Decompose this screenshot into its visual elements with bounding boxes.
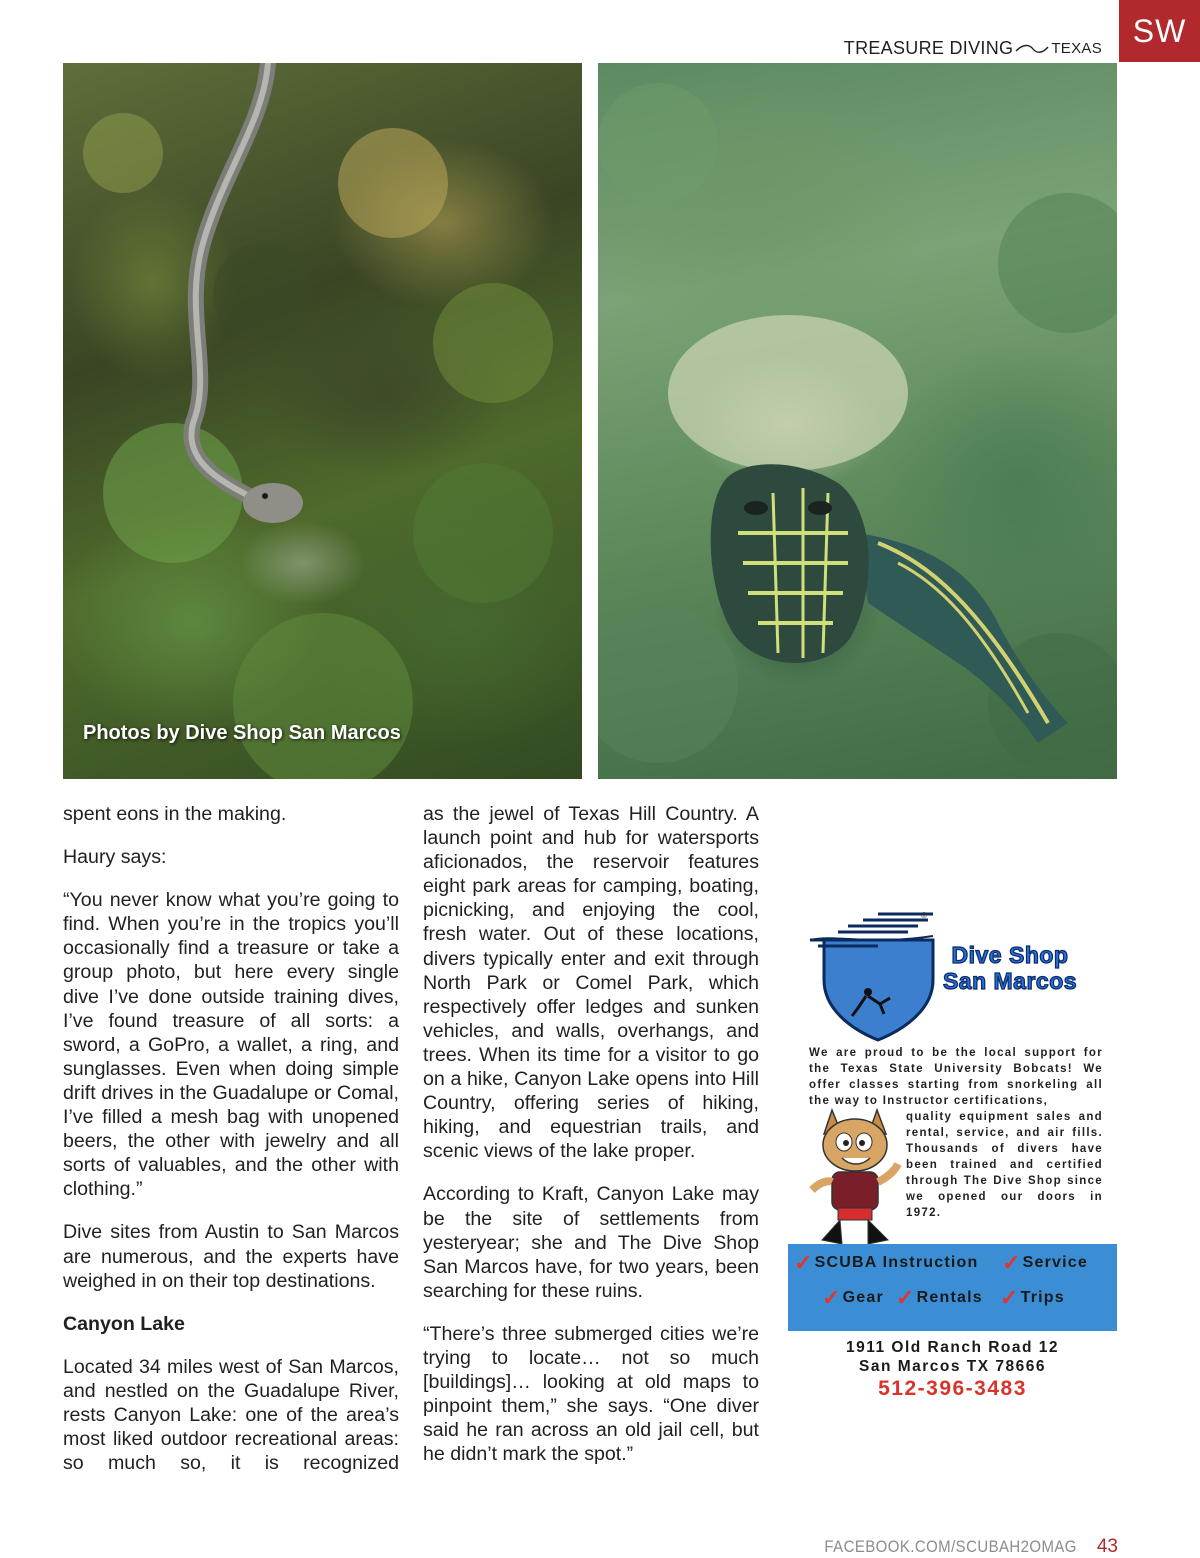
ad-brand-line: Dive Shop bbox=[951, 942, 1069, 968]
services-banner bbox=[788, 1244, 1117, 1331]
service-label: SCUBA Instruction bbox=[814, 1254, 979, 1271]
dive-shop-ad bbox=[788, 905, 1117, 1405]
checkmark-icon: ✓ bbox=[896, 1285, 916, 1310]
service-item bbox=[822, 1287, 884, 1309]
eel-illustration bbox=[63, 63, 582, 779]
running-head-region: TEXAS bbox=[1051, 40, 1102, 57]
turtle-photo bbox=[598, 63, 1117, 779]
section-tab bbox=[1119, 0, 1200, 62]
footer-url: FACEBOOK.COM/SCUBAH2OMAG bbox=[824, 1537, 1077, 1556]
checkmark-icon: ✓ bbox=[1002, 1250, 1022, 1275]
paragraph: Dive sites from Austin to San Marcos are numerous, and the experts have weighed in on their top destinations. bbox=[63, 1221, 399, 1292]
ad-phone: 512-396-3483 bbox=[878, 1377, 1027, 1400]
page-footer bbox=[790, 1536, 1118, 1558]
paragraph: Located 34 miles west of San Marcos, and nestled on the Guadalupe River, rests Canyon Lake: one of the area’s most liked outdoor recreational areas: so much so, it is recognized bbox=[63, 1355, 399, 1475]
service-label: Rentals bbox=[916, 1289, 983, 1306]
paragraph: Haury says: bbox=[63, 846, 167, 869]
service-label: Trips bbox=[1020, 1289, 1065, 1306]
running-head bbox=[844, 38, 1102, 59]
service-item bbox=[794, 1252, 978, 1274]
checkmark-icon: ✓ bbox=[1000, 1285, 1020, 1310]
bobcat-mascot-icon bbox=[802, 1100, 907, 1250]
quote-paragraph: “There’s three submerged cities we’re trying to locate… not so much [buildings]… looking at old maps to pinpoint them,” she says. “One diver said he ran across an old jail cell, but he didn’t mark the spot.” bbox=[423, 1322, 759, 1466]
eel-photo bbox=[63, 63, 582, 779]
address-line: San Marcos TX 78666 bbox=[858, 1358, 1047, 1375]
ad-copy-continued: quality equipment sales and rental, service, and air fills. Thousands of divers have been trained and certified through The Dive Shop since we opened our doors in 1972. bbox=[906, 1111, 1103, 1219]
swoosh-icon bbox=[1015, 42, 1049, 56]
running-head-section: TREASURE DIVING bbox=[843, 38, 1014, 58]
text-column-2 bbox=[423, 802, 759, 1485]
photo-credit: Photos by Dive Shop San Marcos bbox=[83, 722, 401, 744]
service-label: Gear bbox=[842, 1289, 884, 1306]
paragraph: spent eons in the making. bbox=[63, 803, 287, 825]
ad-brand-name bbox=[922, 942, 1098, 994]
address-line: 1911 Old Ranch Road 12 bbox=[845, 1339, 1060, 1356]
service-item bbox=[1000, 1287, 1065, 1309]
registered-mark: ® bbox=[921, 911, 927, 920]
ad-address bbox=[788, 1338, 1117, 1376]
ad-brand-line: San Marcos bbox=[942, 968, 1078, 994]
page-number: 43 bbox=[1096, 1536, 1118, 1557]
service-item bbox=[896, 1287, 983, 1309]
text-column-1 bbox=[63, 802, 399, 1494]
section-tab-label: SW bbox=[1132, 12, 1187, 49]
subheading: Canyon Lake bbox=[63, 1312, 185, 1335]
service-item bbox=[1002, 1252, 1088, 1274]
ad-copy: We are proud to be the local support for the Texas State University Bobcats! We offer classes starting from snorkeling all the way to Instructor certifications, bbox=[809, 1047, 1103, 1107]
checkmark-icon: ✓ bbox=[794, 1250, 814, 1275]
turtle-illustration bbox=[598, 63, 1117, 779]
service-label: Service bbox=[1022, 1254, 1088, 1271]
checkmark-icon: ✓ bbox=[822, 1285, 842, 1310]
paragraph: According to Kraft, Canyon Lake may be the site of settlements from yesteryear; she and The Dive Shop San Marcos have, for two years, been searching for these ruins. bbox=[423, 1183, 759, 1302]
quote-paragraph: “You never know what you’re going to find. When you’re in the tropics you’ll occasionally find a treasure or take a group photo, but here every single dive I’ve done outside training dives, I’ve found treasure of all sorts: a sword, a GoPro, a wallet, a ring, and sunglasses. Even when doing simple drift drives in the Guadalupe or Comal, I’ve filled a mesh bag with unopened beers, the other with jewelry and all sorts of valuables, and the other with clothing.” bbox=[63, 889, 399, 1201]
paragraph: as the jewel of Texas Hill Country. A launch point and hub for watersports aficionados, the reservoir features eight park areas for camping, boating, picnicking, and enjoying the cool, fresh water. Out of these locations, divers typically enter and exit through North Park or Comel Park, which respectively offer ledges and sunken vehicles, and walls, overhangs, and trees. When its time for a visitor to go on a hike, Canyon Lake opens into Hill Country, offering series of hiking, hiking, and equestrian trails, and scenic views of the lake proper. bbox=[423, 803, 759, 1163]
